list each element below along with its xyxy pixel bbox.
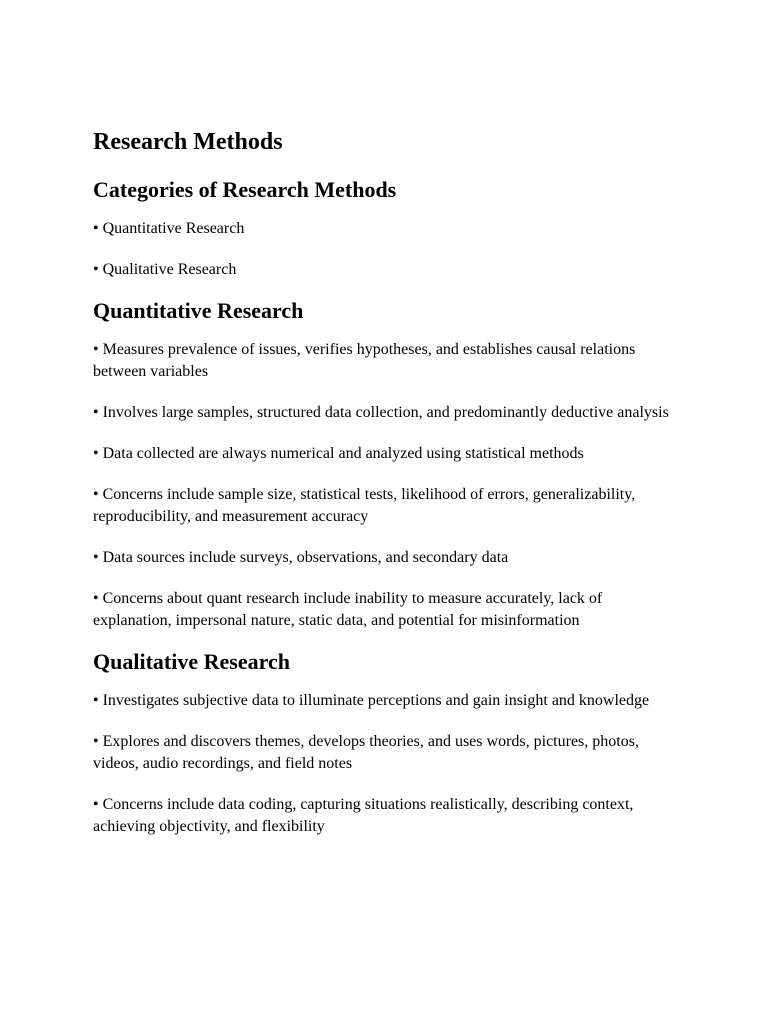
list-item: • Quantitative Research <box>93 220 245 237</box>
section-quantitative <box>93 297 676 632</box>
section-categories <box>93 176 676 281</box>
list-item: • Concerns include data coding, capturing situations realistically, describing context, achieving objectivity, and flexibility <box>93 796 634 835</box>
document-title: Research Methods <box>93 129 283 155</box>
list-item: • Data collected are always numerical and analyzed using statistical methods <box>93 445 584 462</box>
list-item: • Explores and discovers themes, develops theories, and uses words, pictures, photos, videos, audio recordings, and field notes <box>93 733 639 772</box>
list-item: • Investigates subjective data to illuminate perceptions and gain insight and knowledge <box>93 692 650 709</box>
list-item: • Qualitative Research <box>93 261 237 278</box>
categories-list <box>93 218 676 281</box>
list-item: • Data sources include surveys, observations, and secondary data <box>93 549 509 566</box>
quantitative-list <box>93 339 676 632</box>
section-heading-quantitative: Quantitative Research <box>93 298 304 323</box>
list-item: • Concerns about quant research include inability to measure accurately, lack of explanation, impersonal nature, static data, and potential for misinformation <box>93 590 603 629</box>
section-heading-qualitative: Qualitative Research <box>93 649 290 674</box>
section-heading-categories: Categories of Research Methods <box>93 177 397 202</box>
list-item: • Concerns include sample size, statistical tests, likelihood of errors, generalizability, reproducibility, and measurement accuracy <box>93 486 636 525</box>
list-item: • Measures prevalence of issues, verifies hypotheses, and establishes causal relations between variables <box>93 341 636 380</box>
list-item: • Involves large samples, structured data collection, and predominantly deductive analysis <box>93 404 669 421</box>
qualitative-list <box>93 690 676 838</box>
section-qualitative <box>93 648 676 838</box>
